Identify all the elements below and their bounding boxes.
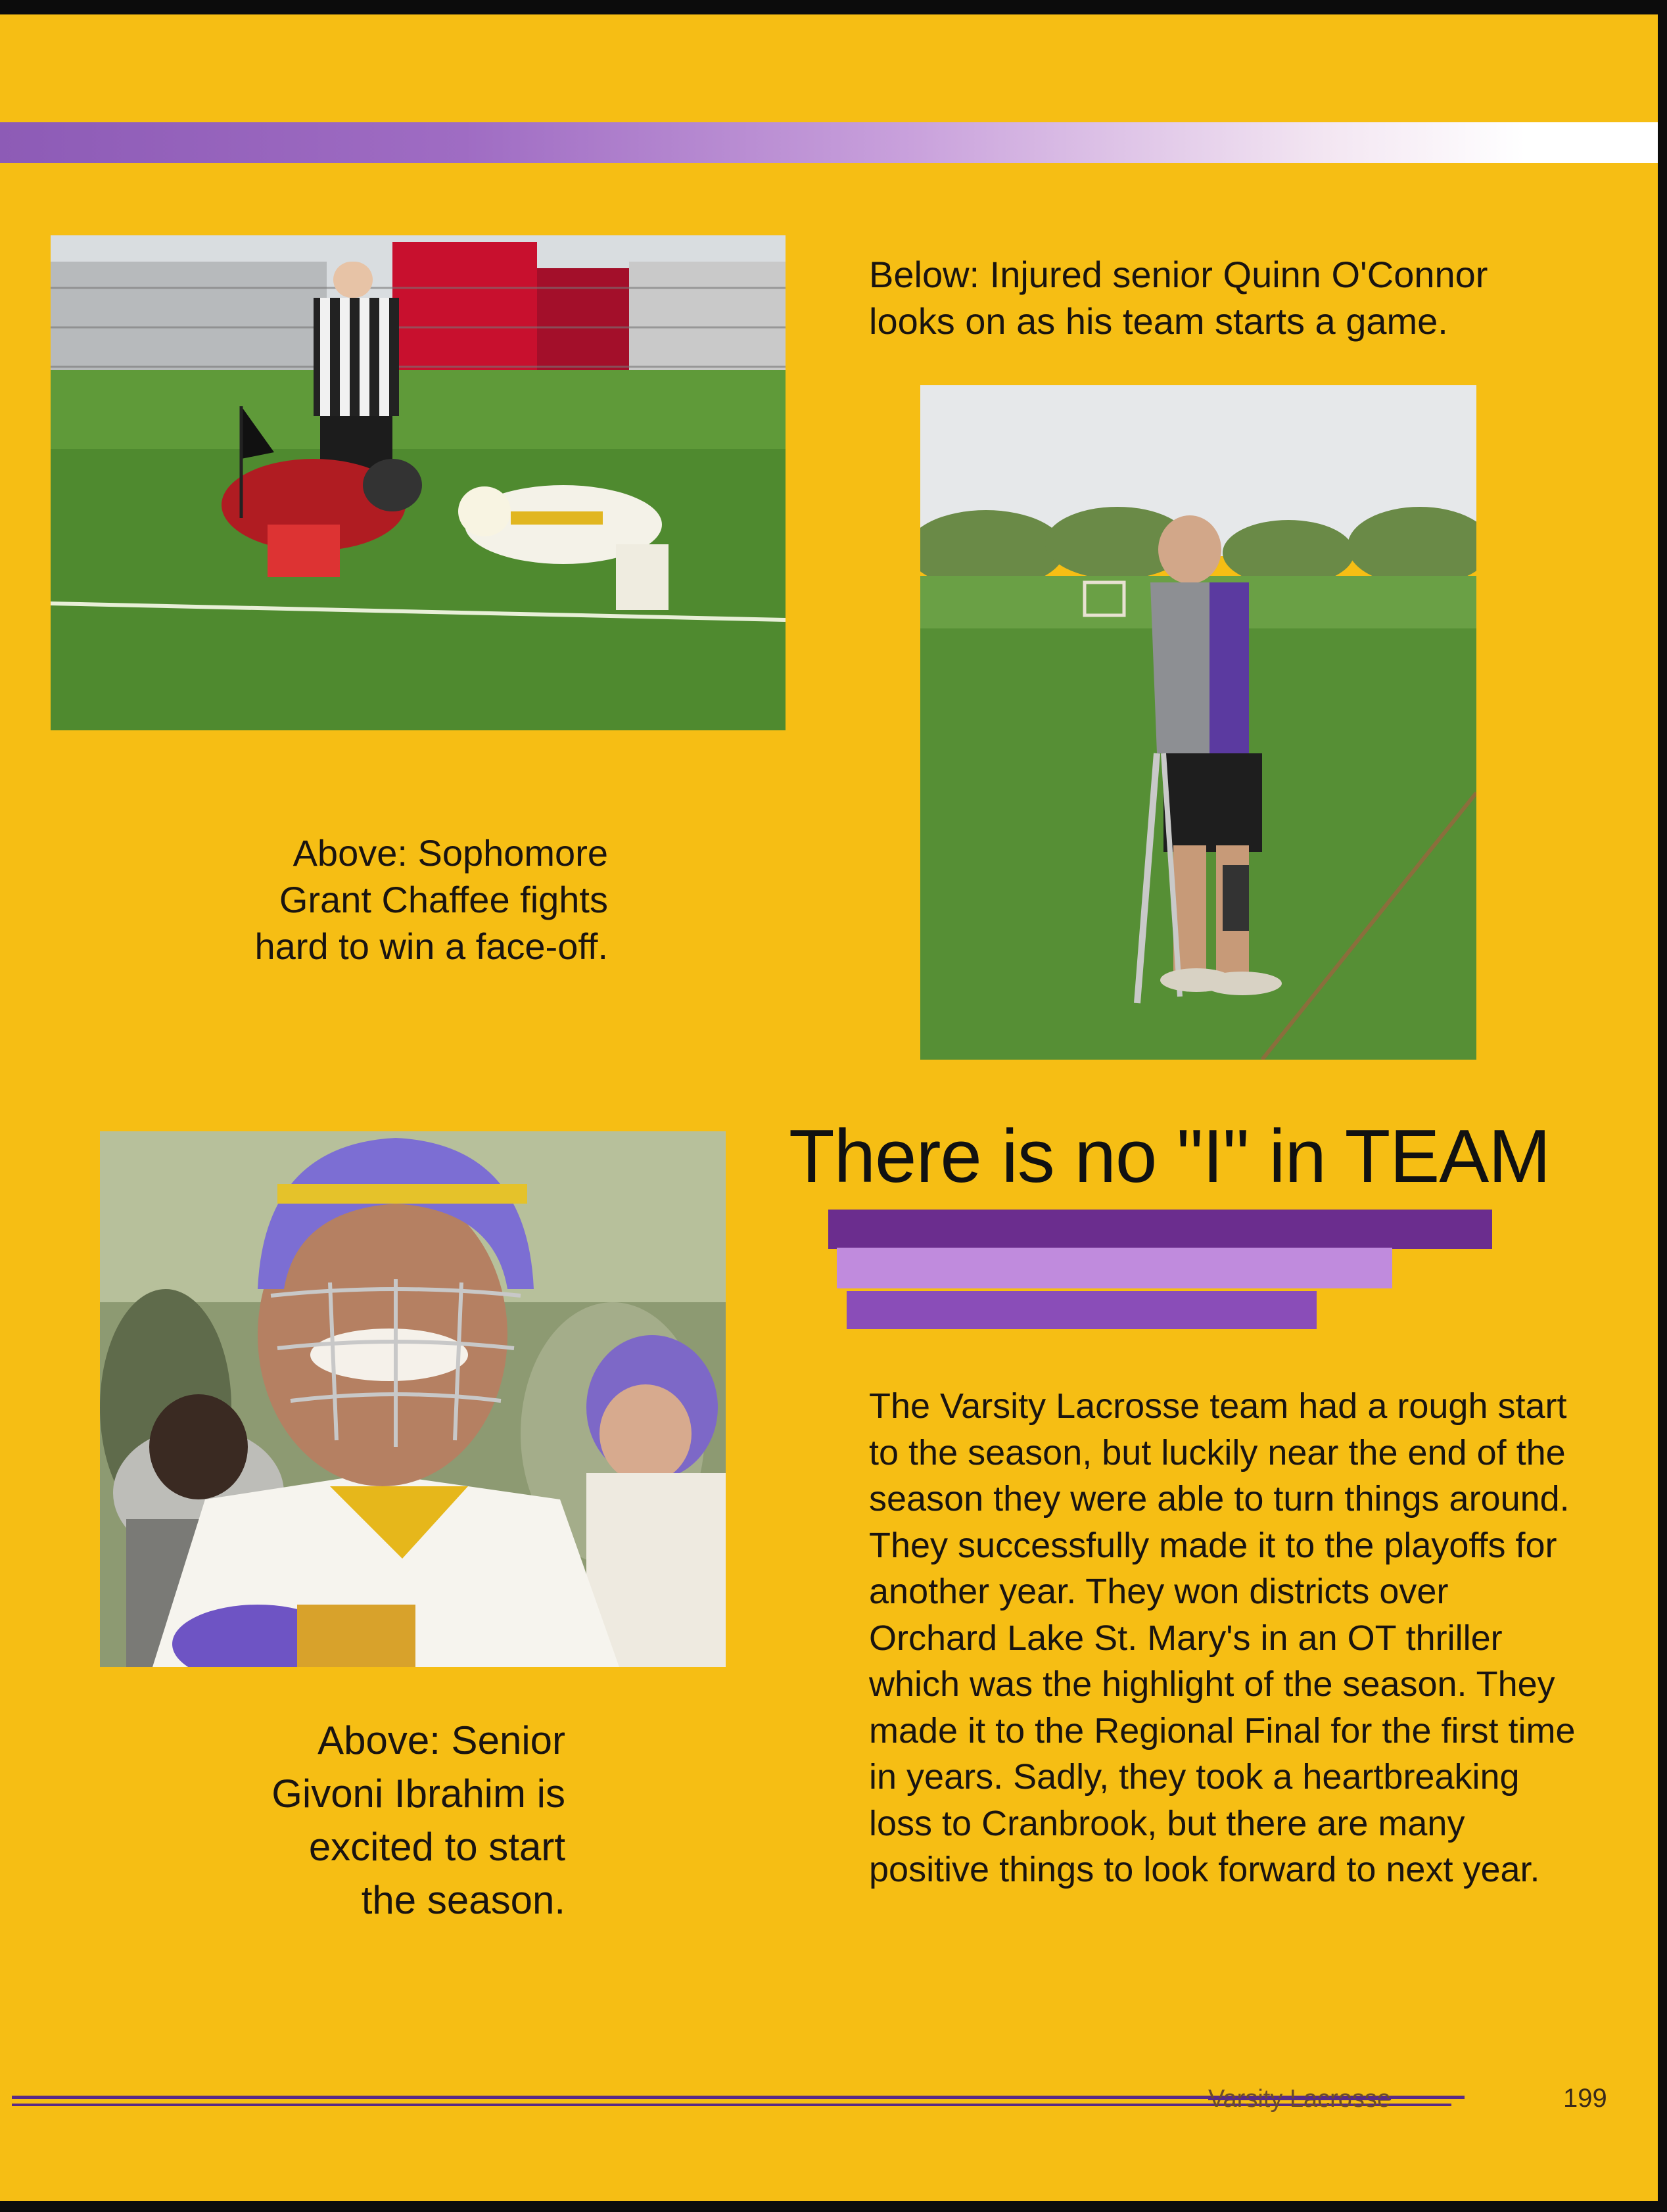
headline-stripe-dark [828,1210,1492,1249]
faceoff-caption: Above: Sophomore Grant Chaffee fights hard to win a face-off. [254,832,608,967]
injured-player-photo [920,385,1476,1060]
headline-stripe-mid [847,1291,1317,1329]
yearbook-page [0,14,1658,2201]
top-gradient-bar [0,122,1658,163]
headline-stripe-light [837,1248,1392,1288]
page-number: 199 [1563,2084,1607,2113]
senior-caption: Above: Senior Givoni Ibrahim is excited to start the season. [271,1718,565,1922]
injured-caption: Below: Injured senior Quinn O'Connor looks on as his team starts a game. [869,254,1488,342]
faceoff-photo [51,235,786,730]
article-body: The Varsity Lacrosse team had a rough start to the season, but luckily near the end of the season they were able to turn things around. They successfully made it to the playoffs for another year. They won districts over Orchard Lake St. Mary's in an OT thriller which was the highlight of the season. They made it to the Regional Final for the first time in years. Sadly, they took a heartbreaking loss to Cranbrook, but there are many positive things to look forward to next year. [869,1386,1576,1889]
headline: There is no "I" in TEAM [789,1115,1551,1198]
footer-section-label: Varsity Lacrosse [1208,2085,1392,2113]
senior-photo [100,1131,726,1667]
